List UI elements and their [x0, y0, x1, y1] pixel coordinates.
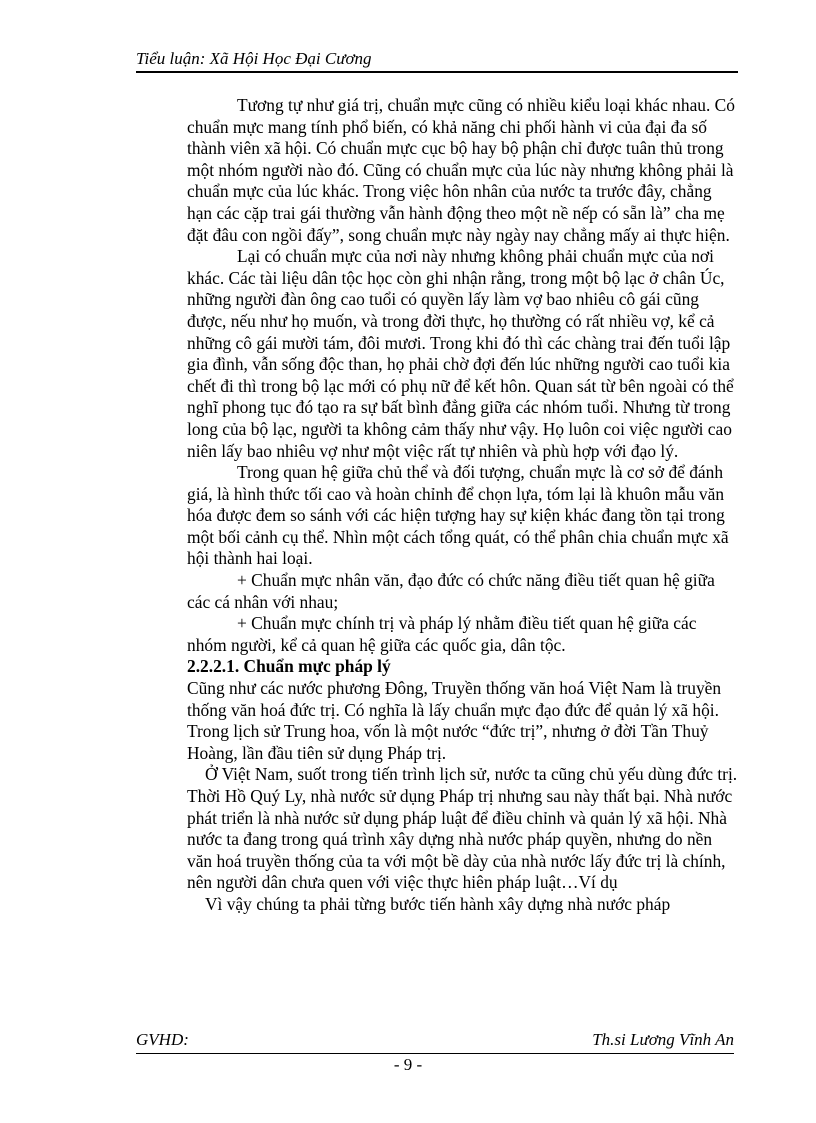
paragraph-local-norms: Lại có chuẩn mực của nơi này nhưng không phải chuẩn mực của nơi khác. Các tài liệu dân tộc học còn ghi nhận rằng, trong một bộ lạc ở chân Úc, những người đàn ông cao tuổi có quyền lấy làm vợ bao nhiêu cô gái cũng được, nếu như họ muốn, và trong đời thực, họ thường có rất nhiều vợ, kể cả những cô gái mười tám, đôi mươi. Trong khi đó thì các chàng trai đến tuổi lập gia đình, vẫn sống độc than, họ phải chờ đợi đến lúc những người cao tuổi kia chết đi thì trong bộ lạc mới có phụ nữ để kết hôn. Quan sát từ bên ngoài có thể nghĩ phong tục đó tạo ra sự bất bình đẳng giữa các nhóm tuổi. Nhưng từ trong long của bộ lạc, người ta không cảm thấy như vậy. Họ luôn coi việc người cao niên lấy bao nhiêu vợ như một việc rất tự nhiên và phù hợp với đạo lý. — [187, 246, 734, 461]
header-title: Tiểu luận: Xã Hội Học Đại Cương — [136, 49, 372, 68]
page-header — [136, 48, 738, 73]
page-footer — [136, 1029, 734, 1054]
paragraph-conclusion: Vì vậy chúng ta phải từng bước tiến hành xây dựng nhà nước pháp — [205, 893, 671, 914]
paragraph-legal-tradition: Cũng như các nước phương Đông, Truyền thống văn hoá Việt Nam là truyền thống văn hoá đức trị. Có nghĩa là lấy chuẩn mực đạo đức để quản lý xã hội. Trong lịch sử Trung hoa, vốn là một nước “đức trị”, nhưng ở đời Tần Thuỷ Hoàng, lần đầu tiên sử dụng Pháp trị. — [187, 678, 722, 763]
paragraph-norm-types: Tương tự như giá trị, chuẩn mực cũng có nhiều kiểu loại khác nhau. Có chuẩn mực mang tính phổ biến, có khả năng chi phối hành vi của đại đa số thành viên xã hội. Có chuẩn mực cục bộ hay bộ phận chỉ được tuân thủ trong một nhóm người nào đó. Cũng có chuẩn mực của lúc này nhưng không phải là chuẩn mực của lúc khác. Trong việc hôn nhân của nước ta trước đây, chẳng hạn các cặp trai gái thường vẫn hành động theo một nề nếp có sẵn là” cha mẹ đặt đâu con ngồi đấy”, song chuẩn mực này ngày nay chẳng mấy ai thực hiện. — [187, 95, 735, 245]
document-body — [187, 95, 738, 916]
section-heading: 2.2.2.1. Chuẩn mực pháp lý — [187, 656, 391, 677]
footer-advisor-label: GVHD: — [136, 1030, 189, 1049]
list-item-political-norm: + Chuẩn mực chính trị và pháp lý nhằm điều tiết quan hệ giữa các nhóm người, kể cả quan hệ giữa các quốc gia, dân tộc. — [187, 613, 697, 655]
page-number: - 9 - — [393, 1055, 423, 1074]
paragraph-norm-relations: Trong quan hệ giữa chủ thể và đối tượng, chuẩn mực là cơ sở để đánh giá, là hình thức tối cao và hoàn chỉnh để chọn lựa, tóm lại là khuôn mẫu văn hóa được đem so sánh với các hiện tượng hay sự kiện khác đang tồn tại trong một bối cảnh cụ thể. Nhìn một cách tổng quát, có thể phân chia chuẩn mực xã hội thành hai loại. — [187, 462, 729, 569]
footer-advisor-name: Th.si Lương Vĩnh An — [592, 1030, 734, 1049]
list-item-humanist-norm: + Chuẩn mực nhân văn, đạo đức có chức năng điều tiết quan hệ giữa các cá nhân với nhau; — [187, 570, 715, 612]
paragraph-vietnam-history: Ở Việt Nam, suốt trong tiến trình lịch sử, nước ta cũng chủ yếu dùng đức trị. Thời Hồ Quý Ly, nhà nước sử dụng Pháp trị nhưng sau này thất bại. Nhà nước phát triển là nhà nước sử dụng pháp luật để điều chỉnh và quản lý xã hội. Nhà nước ta đang trong quá trình xây dựng nhà nước pháp quyền, nhưng do nền văn hoá truyền thống của ta với một bề dày của nhà nước lấy đức trị là chính, nên người dân chưa quen với việc thực hiên pháp luật…Ví dụ — [187, 764, 738, 893]
